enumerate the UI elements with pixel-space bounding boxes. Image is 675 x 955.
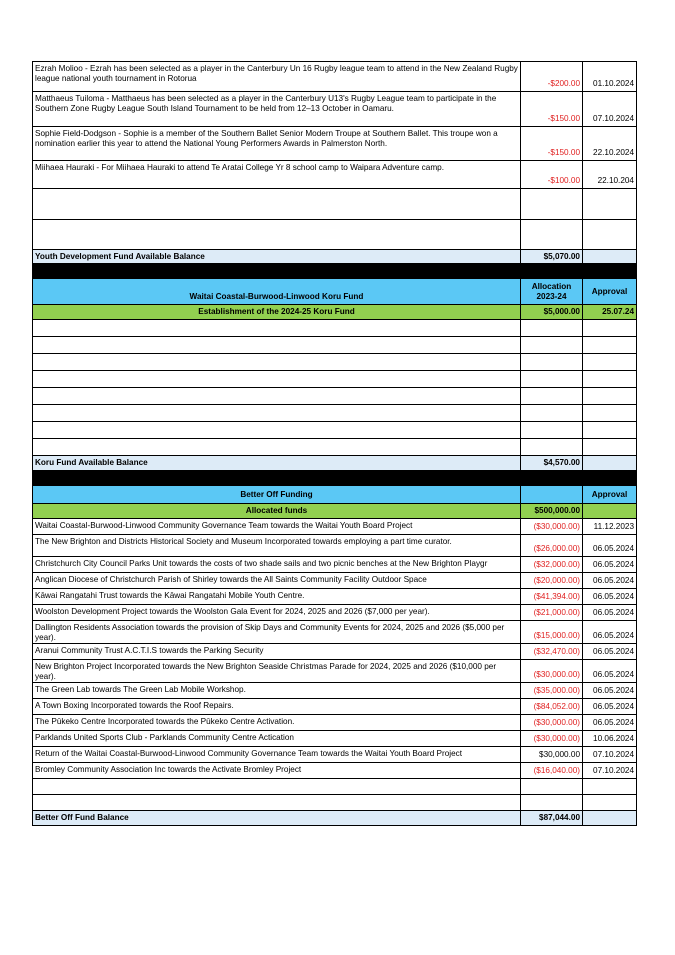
bof-header-row <box>33 486 637 504</box>
bof-row-desc: The New Brighton and Districts Historical Society and Museum Incorporated towards employing a part time curator. <box>33 535 521 557</box>
bof-row <box>33 535 637 557</box>
bof-row-date: 10.06.2024 <box>583 731 637 747</box>
bof-row-desc: Christchurch City Council Parks Unit towards the costs of two shade sails and two picnic benches at the New Brighton Playgr <box>33 557 521 573</box>
youth-balance-label: Youth Development Fund Available Balance <box>33 250 521 264</box>
bof-row <box>33 715 637 731</box>
empty-row <box>33 320 637 337</box>
bof-row-amount: ($21,000.00) <box>521 605 583 621</box>
bof-row-date: 06.05.2024 <box>583 605 637 621</box>
youth-row-desc: Ezrah Molioo - Ezrah has been selected as a player in the Canterbury Un 16 Rugby league team to attend in the New Zealand Rugby league national youth tournament in Rotorua <box>33 62 521 92</box>
bof-row-amount: ($30,000.00) <box>521 715 583 731</box>
empty-row <box>33 337 637 354</box>
bof-row-date: 07.10.2024 <box>583 763 637 779</box>
empty-row <box>33 422 637 439</box>
bof-rows <box>33 519 637 779</box>
bof-row-amount: ($32,000.00) <box>521 557 583 573</box>
section-divider <box>33 264 637 279</box>
bof-row-desc: Waitai Coastal-Burwood-Linwood Community Governance Team towards the Waitai Youth Board Project <box>33 519 521 535</box>
koru-balance-value: $4,570.00 <box>521 456 583 471</box>
bof-row-amount: ($30,000.00) <box>521 519 583 535</box>
youth-row-date: 07.10.2024 <box>583 92 637 127</box>
bof-row-amount: ($32,470.00) <box>521 644 583 660</box>
bof-row <box>33 683 637 699</box>
youth-row-date: 22.10.204 <box>583 161 637 189</box>
koru-balance-label: Koru Fund Available Balance <box>33 456 521 471</box>
bof-allocated-row <box>33 504 637 519</box>
bof-row-amount: ($15,000.00) <box>521 621 583 644</box>
koru-title: Waitai Coastal-Burwood-Linwood Koru Fund <box>33 279 521 305</box>
bof-row-amount: ($84,052.00) <box>521 699 583 715</box>
bof-row <box>33 519 637 535</box>
empty-row <box>33 354 637 371</box>
youth-row-amount: -$150.00 <box>521 127 583 161</box>
section-divider <box>33 471 637 486</box>
bof-row <box>33 621 637 644</box>
youth-row-4 <box>33 161 637 189</box>
bof-row-amount: ($30,000.00) <box>521 660 583 683</box>
empty-row <box>33 220 637 250</box>
youth-row-desc: Matthaeus Tuiloma - Matthaeus has been selected as a player in the Canterbury U13's Rugby League team to participate in the Southern Zone Rugby League South Island Tournament to be held from 12–13 October in Oamaru. <box>33 92 521 127</box>
empty-row <box>33 371 637 388</box>
bof-row-date: 06.05.2024 <box>583 535 637 557</box>
koru-balance-row <box>33 456 637 471</box>
bof-row-desc: Anglican Diocese of Christchurch Parish of Shirley towards the All Saints Community Facility Outdoor Space <box>33 573 521 589</box>
bof-row <box>33 573 637 589</box>
bof-row-date: 06.05.2024 <box>583 644 637 660</box>
bof-row-desc: A Town Boxing Incorporated towards the Roof Repairs. <box>33 699 521 715</box>
bof-row-desc: The Green Lab towards The Green Lab Mobile Workshop. <box>33 683 521 699</box>
bof-title: Better Off Funding <box>33 486 521 504</box>
empty-row <box>33 439 637 456</box>
koru-establish-label: Establishment of the 2024-25 Koru Fund <box>33 305 521 320</box>
bof-row-date: 06.05.2024 <box>583 557 637 573</box>
empty-row <box>33 779 637 795</box>
youth-balance-value: $5,070.00 <box>521 250 583 264</box>
bof-row <box>33 763 637 779</box>
bof-row-date: 06.05.2024 <box>583 573 637 589</box>
bof-row-date: 06.05.2024 <box>583 621 637 644</box>
bof-row-amount: ($41,394.00) <box>521 589 583 605</box>
bof-row-amount: ($16,040.00) <box>521 763 583 779</box>
bof-balance-label: Better Off Fund Balance <box>33 811 521 826</box>
bof-row-date: 11.12.2023 <box>583 519 637 535</box>
empty-row <box>33 189 637 220</box>
bof-row-desc: The Pūkeko Centre Incorporated towards the Pūkeko Centre Activation. <box>33 715 521 731</box>
bof-row-desc: Woolston Development Project towards the Woolston Gala Event for 2024, 2025 and 2026 ($7,000 per year). <box>33 605 521 621</box>
youth-row-desc: Miihaea Hauraki - For Miihaea Hauraki to attend Te Aratai College Yr 8 school camp to Waipara Adventure camp. <box>33 161 521 189</box>
bof-row <box>33 699 637 715</box>
bof-row-amount: ($20,000.00) <box>521 573 583 589</box>
empty-row <box>33 405 637 422</box>
bof-approval-header: Approval <box>583 486 637 504</box>
youth-row-amount: -$200.00 <box>521 62 583 92</box>
youth-balance-row <box>33 250 637 264</box>
bof-row-date: 07.10.2024 <box>583 747 637 763</box>
bof-row <box>33 644 637 660</box>
bof-balance-row <box>33 811 637 826</box>
koru-establish-amount: $5,000.00 <box>521 305 583 320</box>
bof-allocated-label: Allocated funds <box>33 504 521 519</box>
koru-approval-header: Approval <box>583 279 637 305</box>
bof-row <box>33 660 637 683</box>
bof-row-desc: Return of the Waitai Coastal-Burwood-Linwood Community Governance Team towards the Waitai Youth Board Project <box>33 747 521 763</box>
bof-row <box>33 589 637 605</box>
koru-header-row <box>33 279 637 305</box>
youth-row-3 <box>33 127 637 161</box>
youth-row-1 <box>33 62 637 92</box>
youth-row-2 <box>33 92 637 127</box>
bof-row <box>33 747 637 763</box>
bof-row-date: 06.05.2024 <box>583 660 637 683</box>
bof-row-amount: ($26,000.00) <box>521 535 583 557</box>
bof-row-desc: Dallington Residents Association towards the provision of Skip Days and Community Events for 2024, 2025 and 2026 ($5,000 per year). <box>33 621 521 644</box>
koru-allocation-header: Allocation 2023-24 <box>521 279 583 305</box>
bof-row <box>33 731 637 747</box>
bof-row-date: 06.05.2024 <box>583 715 637 731</box>
bof-row-amount: ($35,000.00) <box>521 683 583 699</box>
bof-row-amount: $30,000.00 <box>521 747 583 763</box>
bof-row-date: 06.05.2024 <box>583 683 637 699</box>
youth-row-desc: Sophie Field-Dodgson - Sophie is a member of the Southern Ballet Senior Modern Troupe at Southern Ballet. This troupe won a nomination earlier this year to attend the National Young Performers Awards in Palmerston North. <box>33 127 521 161</box>
funding-table <box>32 61 637 826</box>
youth-row-date: 22.10.2024 <box>583 127 637 161</box>
bof-row <box>33 557 637 573</box>
bof-balance-value: $87,044.00 <box>521 811 583 826</box>
bof-row <box>33 605 637 621</box>
bof-row-desc: Parklands United Sports Club - Parklands Community Centre Actication <box>33 731 521 747</box>
bof-row-desc: Bromley Community Association Inc towards the Activate Bromley Project <box>33 763 521 779</box>
youth-row-amount: -$150.00 <box>521 92 583 127</box>
bof-allocated-amount: $500,000.00 <box>521 504 583 519</box>
bof-row-desc: Aranui Community Trust A.C.T.I.S towards the Parking Security <box>33 644 521 660</box>
empty-row <box>33 795 637 811</box>
empty-row <box>33 388 637 405</box>
bof-row-amount: ($30,000.00) <box>521 731 583 747</box>
bof-row-date: 06.05.2024 <box>583 589 637 605</box>
youth-row-date: 01.10.2024 <box>583 62 637 92</box>
koru-establish-date: 25.07.24 <box>583 305 637 320</box>
bof-row-desc: New Brighton Project Incorporated towards the New Brighton Seaside Christmas Parade for 2024, 2025 and 2026 ($10,000 per year). <box>33 660 521 683</box>
bof-row-date: 06.05.2024 <box>583 699 637 715</box>
bof-row-desc: Kāwai Rangatahi Trust towards the Kāwai Rangatahi Mobile Youth Centre. <box>33 589 521 605</box>
koru-establish-row <box>33 305 637 320</box>
youth-row-amount: -$100.00 <box>521 161 583 189</box>
